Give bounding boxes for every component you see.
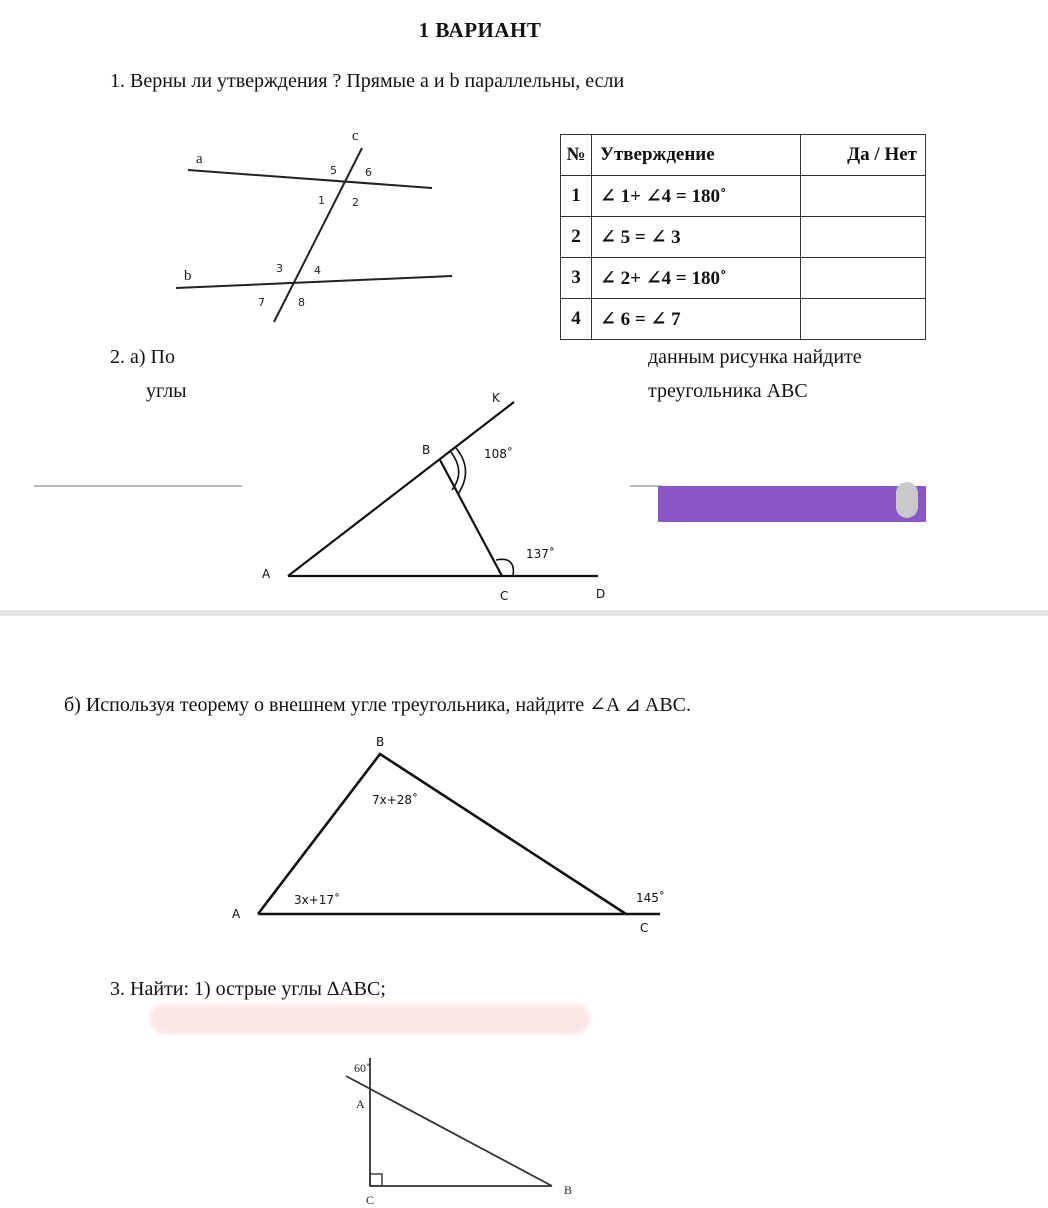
angle-7x28: 7x+28˚ <box>372 793 419 807</box>
row-number: 3 <box>561 258 592 299</box>
row-number: 4 <box>561 299 592 340</box>
question-2a-text-right-2: треугольника ABC <box>648 380 808 402</box>
angle-137: 137˚ <box>526 547 555 561</box>
col-number: № <box>561 135 592 176</box>
angle-4: 4 <box>314 264 321 277</box>
page-title: 1 ВАРИАНТ <box>418 18 542 42</box>
angle-6: 6 <box>365 166 372 179</box>
label-C: C <box>500 589 509 603</box>
label-B2: B <box>376 735 385 749</box>
statements-table <box>560 134 926 340</box>
table-row <box>561 176 926 217</box>
q2b-figure <box>258 754 660 914</box>
table-header-row <box>561 135 926 176</box>
label-b: b <box>184 268 192 284</box>
row-statement: ∠ 6 = ∠ 7 <box>592 299 801 340</box>
angle-1: 1 <box>318 194 325 207</box>
row-answer[interactable] <box>801 176 926 217</box>
angle-145: 145˚ <box>636 891 665 905</box>
label-B3: B <box>564 1183 573 1197</box>
label-C2: C <box>640 921 649 935</box>
page-separator <box>0 610 1048 616</box>
question-2a-text-left: 2. а) По <box>110 346 175 368</box>
col-answer: Да / Нет <box>801 135 926 176</box>
row-number: 2 <box>561 217 592 258</box>
row-statement: ∠ 1+ ∠4 = 180˚ <box>592 176 801 217</box>
row-answer[interactable] <box>801 217 926 258</box>
label-C3: C <box>366 1193 375 1207</box>
arc-B-outer <box>456 448 466 494</box>
question-2a-text-right: данным рисунка найдите <box>648 346 862 368</box>
label-a: a <box>196 151 203 167</box>
col-statement: Утверждение <box>592 135 801 176</box>
label-A2: A <box>232 907 241 921</box>
question-2a-text-left-2: углы <box>146 380 187 402</box>
hypotenuse-AB <box>346 1076 552 1186</box>
table-row <box>561 258 926 299</box>
right-angle-mark <box>370 1174 382 1186</box>
question-2b-text: б) Используя теорему о внешнем угле треугольника, найдите ∠A ⊿ ABC. <box>64 694 691 716</box>
table-row <box>561 299 926 340</box>
question-1-text: 1. Верны ли утверждения ? Прямые a и b параллельны, если <box>110 70 625 92</box>
angle-3x17: 3x+17˚ <box>294 893 341 907</box>
angle-108: 108˚ <box>484 447 513 461</box>
label-c: c <box>352 128 359 144</box>
row-number: 1 <box>561 176 592 217</box>
answer-line-left <box>34 485 242 487</box>
purple-highlight-bar <box>658 486 926 522</box>
segment-BC <box>440 460 502 576</box>
angle-5: 5 <box>330 164 337 177</box>
smudge-mark <box>896 482 918 518</box>
row-answer[interactable] <box>801 258 926 299</box>
angle-60: 60˚ <box>354 1061 370 1075</box>
table-row <box>561 217 926 258</box>
q1-figure <box>176 148 452 322</box>
label-A: A <box>262 567 271 581</box>
angle-2: 2 <box>352 196 359 209</box>
angle-7: 7 <box>258 296 265 309</box>
line-b <box>176 276 452 288</box>
ray-AK <box>288 402 514 576</box>
label-K: K <box>492 391 500 405</box>
pink-smear <box>150 1004 590 1034</box>
triangle-ABC <box>258 754 626 914</box>
label-B: B <box>422 443 431 457</box>
label-D: D <box>596 587 606 601</box>
line-c <box>274 148 362 322</box>
line-a <box>188 170 432 188</box>
angle-8: 8 <box>298 296 305 309</box>
question-3-text: 3. Найти: 1) острые углы ∆ABC; <box>110 978 386 1000</box>
label-A3: A <box>356 1097 365 1111</box>
angle-3: 3 <box>276 262 283 275</box>
row-answer[interactable] <box>801 299 926 340</box>
row-statement: ∠ 2+ ∠4 = 180˚ <box>592 258 801 299</box>
q3-figure <box>346 1058 552 1186</box>
row-statement: ∠ 5 = ∠ 3 <box>592 217 801 258</box>
